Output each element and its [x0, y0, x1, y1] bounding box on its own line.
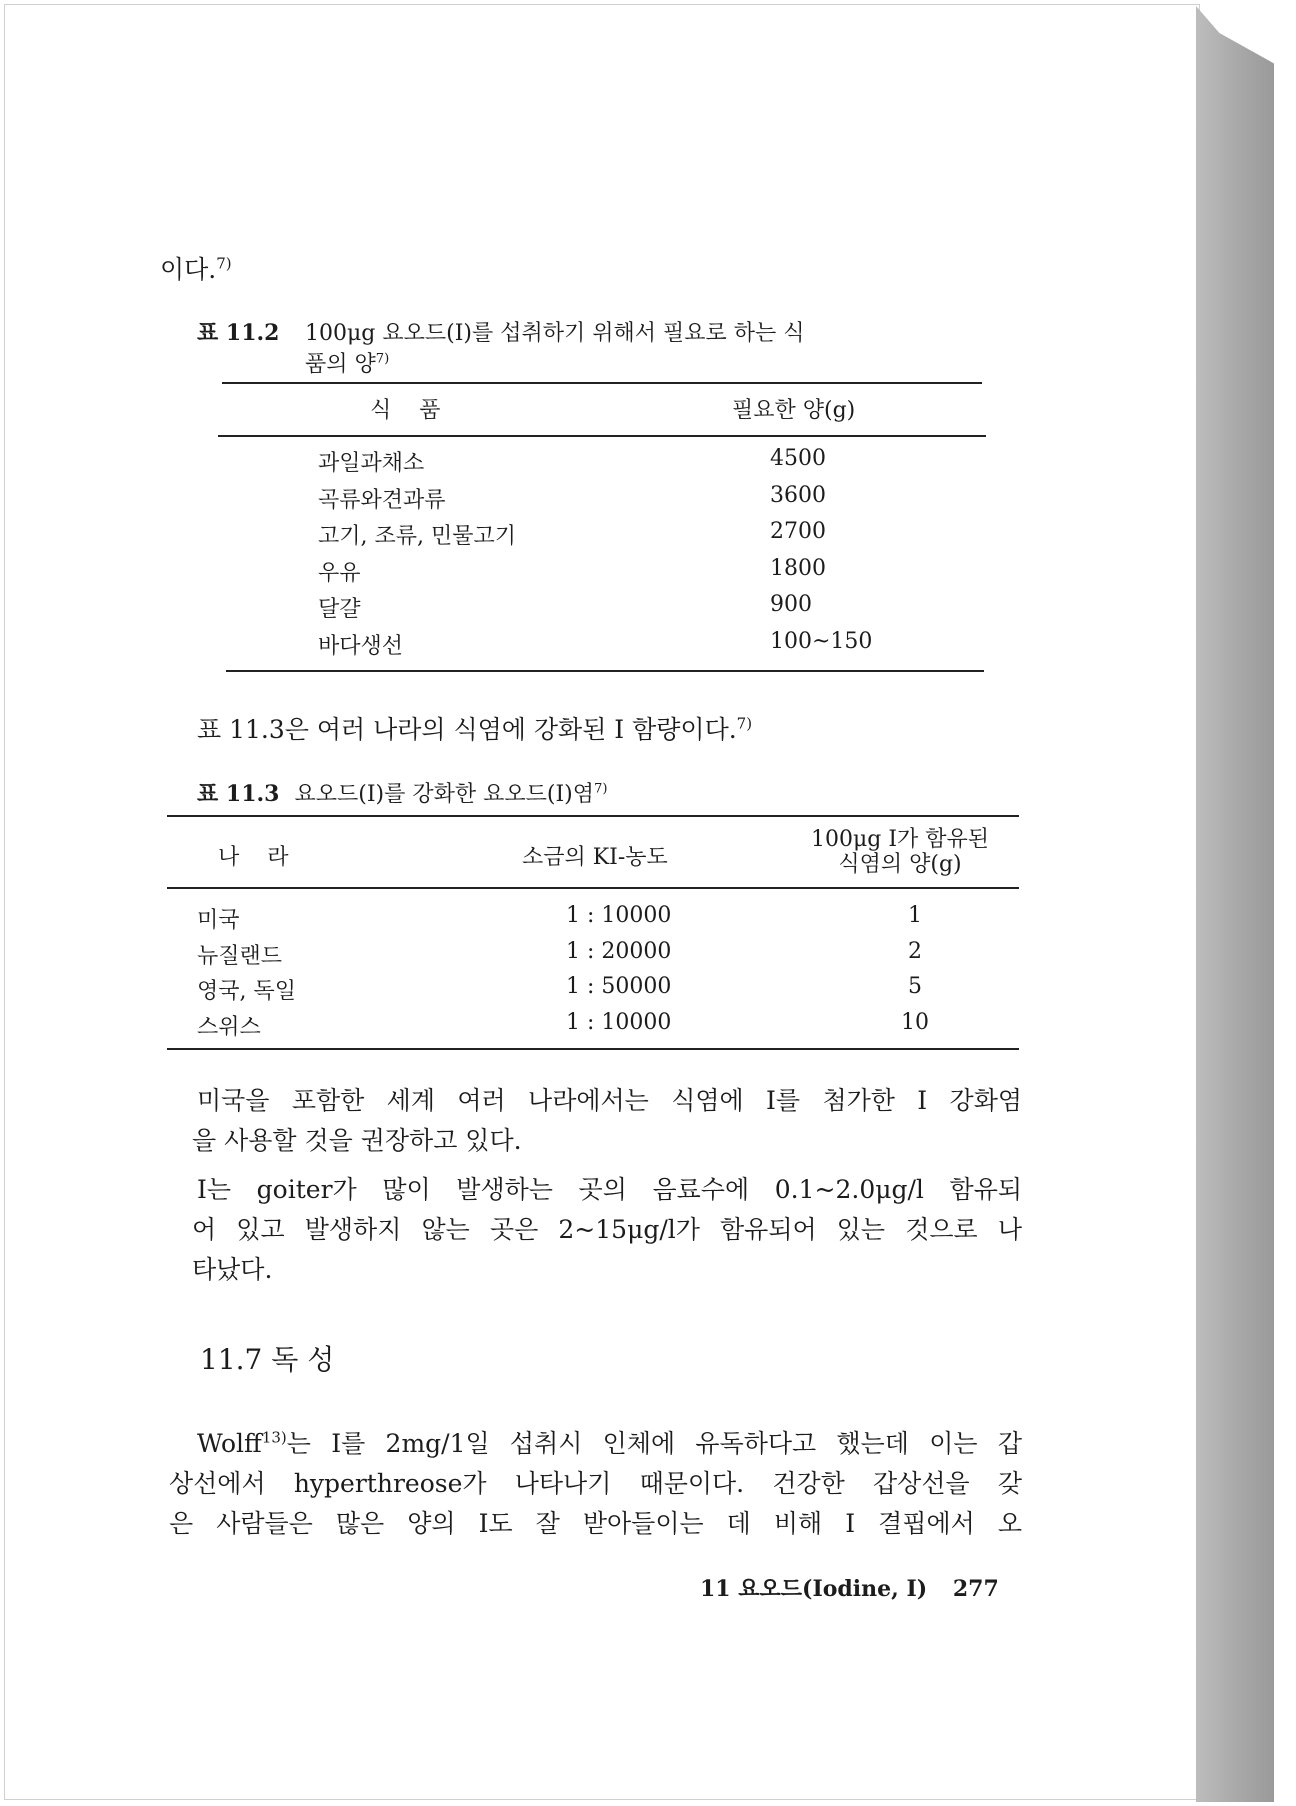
table-11-2-header-rule: [218, 435, 986, 437]
paragraph-1: [192, 1081, 1022, 1161]
table-11-2-food-cell: 달걀: [318, 597, 361, 622]
table-11-3-country-cell: 영국, 독일: [197, 979, 296, 1004]
paragraph-line: 을 사용할 것을 권장하고 있다.: [192, 1126, 522, 1155]
table-11-2-header-amount: 필요한 양(g): [732, 398, 856, 423]
table-11-3-bottom-rule: [167, 1048, 1019, 1050]
table-11-3-country-cell: 뉴질랜드: [197, 943, 283, 969]
table-11-3-ki-cell: 1 : 20000: [566, 938, 672, 964]
table-11-2-top-rule: [222, 382, 982, 384]
paragraph-line: 상선에서 hyperthreose가 나타나기 때문이다. 건강한 갑상선을 갖: [169, 1469, 1022, 1498]
footer-chapter: 11 요오드(Iodine, I): [700, 1576, 928, 1602]
table-11-3-ki-cell: 1 : 10000: [566, 903, 672, 928]
table-11-2-amount-cell: 1800: [770, 555, 826, 581]
table-11-3-amount-cell: 2: [908, 938, 922, 964]
table-11-3-country-cell: 스위스: [197, 1014, 261, 1040]
table-11-2-amount-cell: 4500: [770, 446, 826, 471]
table-11-2-header-food: 식 품: [370, 398, 441, 423]
running-footer: [700, 1572, 999, 1603]
paragraph-line: I는 goiter가 많이 발생하는 곳의 음료수에 0.1~2.0μg/l 함유되: [197, 1175, 1022, 1204]
table-11-3-header-rule: [167, 887, 1019, 889]
paragraph-line: 어 있고 발생하지 않는 곳은 2~15μg/l가 함유되어 있는 것으로 나: [192, 1215, 1022, 1244]
page-number: 277: [952, 1576, 999, 1602]
paragraph-3: [169, 1424, 1022, 1544]
table-11-3-header-ki: 소금의 KI-농도: [522, 845, 668, 870]
table-11-2-bottom-rule: [226, 670, 984, 672]
table-11-3-amount-cell: 5: [908, 974, 922, 999]
paragraph-line: Wolff$^{13)}$는 I를 2mg/1일 섭취시 인체에 유독하다고 했는데 이는 갑: [197, 1428, 1022, 1458]
paragraph-line: 미국을 포함한 세계 여러 나라에서는 식염에 I를 첨가한 I 강화염: [197, 1086, 1022, 1115]
table-11-2-caption: 100μg 요오드(I)를 섭취하기 위해서 필요로 하는 식 품의 양$^{7)}$: [305, 321, 805, 377]
table-11-3-header-amount: 100μg I가 함유된 식염의 양(g): [810, 827, 990, 877]
table-11-2-food-cell: 과일과채소: [318, 451, 425, 476]
table-11-3-country-cell: 미국: [197, 908, 240, 933]
table-11-2-label: 표 11.2: [197, 320, 280, 346]
table-11-2-amount-cell: 900: [770, 592, 812, 617]
table-11-2-food-cell: 우유: [318, 560, 361, 586]
table-11-2-food-cell: 곡류와견과류: [318, 487, 446, 513]
table-11-2-amount-cell: 2700: [770, 519, 826, 544]
table-11-3-ki-cell: 1 : 10000: [566, 1009, 672, 1035]
table-11-3-header-country: 나 라: [218, 845, 289, 870]
table-11-3-amount-cell: 10: [901, 1009, 929, 1035]
table-11-2-food-cell: 바다생선: [318, 633, 404, 659]
table-11-3-top-rule: [167, 815, 1019, 817]
paragraph-2: [192, 1170, 1022, 1290]
section-heading: 11.7 독 성: [200, 1343, 335, 1376]
table-11-3-ki-cell: 1 : 50000: [566, 974, 672, 999]
paragraph-line: 은 사람들은 많은 양의 I도 잘 받아들이는 데 비해 I 결핍에서 오: [169, 1509, 1022, 1538]
page-edge-shadow: [1196, 6, 1274, 1802]
table-11-2-food-cell: 고기, 조류, 민물고기: [318, 524, 516, 549]
paragraph-line: 타났다.: [192, 1255, 273, 1284]
intro-text: 이다.$^{7)}$: [160, 254, 232, 284]
table-11-2-amount-cell: 3600: [770, 482, 826, 508]
table-11-3-amount-cell: 1: [908, 903, 922, 928]
table-11-3-caption: 표 11.3 요오드(I)를 강화한 요오드(I)염$^{7)}$: [197, 781, 608, 807]
table-11-2-amount-cell: 100~150: [770, 628, 873, 654]
table-11-3-reference-sentence: 표 11.3은 여러 나라의 식염에 강화된 I 함량이다.$^{7)}$: [197, 714, 753, 744]
